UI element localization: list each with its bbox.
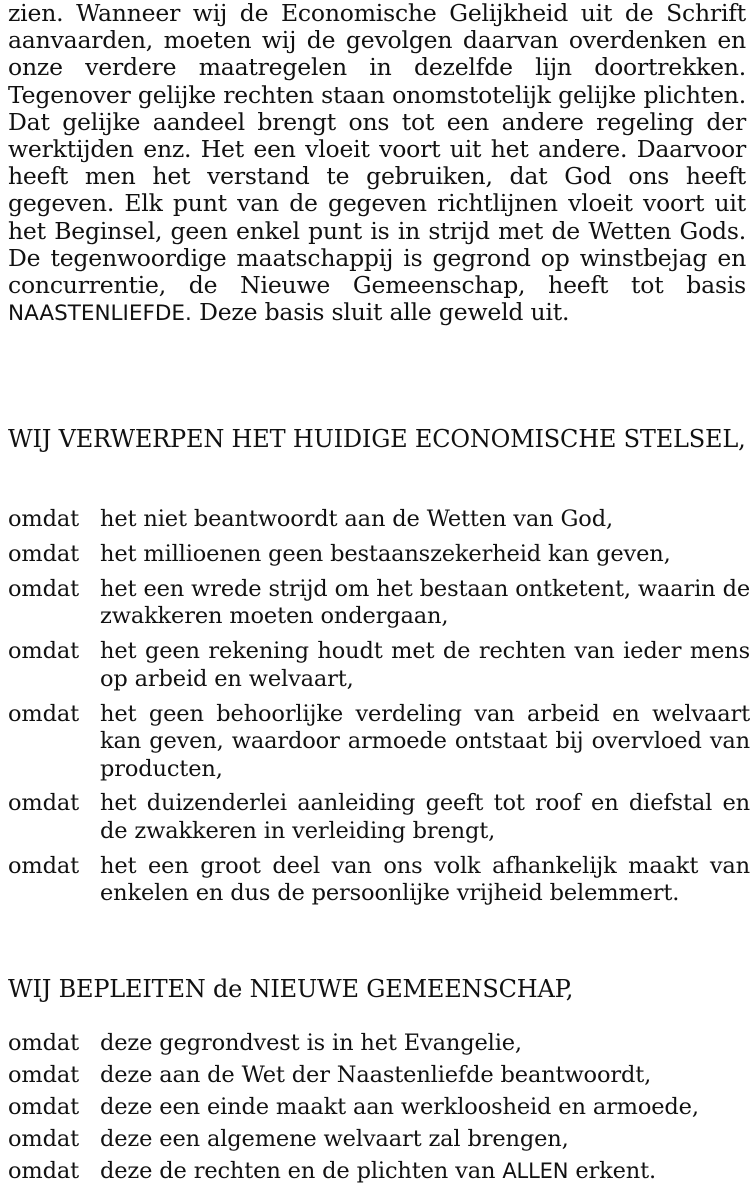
list-item (8, 853, 750, 908)
list-item-text: het geen rekening houdt met de rechten van ieder mens op arbeid en welvaart, (100, 638, 750, 692)
list-item-text: het duizenderlei aanleiding geeft tot roof en diefstal en de zwakkeren in verleiding brengt, (100, 790, 750, 844)
intro-text-before: zien. Wanneer wij de Economische Gelijkheid uit de Schrift aanvaarden, moeten wij de gevolgen daarvan overdenken en onze verdere maatregelen in dezelfde lijn doortrekken. Tegenover gelijke rechten staan onomstotelijk gelijke plichten. Dat gelijke aandeel brengt ons tot een andere regeling der werktijden enz. Het een vloeit voort uit het andere. Daarvoor heeft men het verstand te gebruiken, dat God ons heeft gegeven. Elk punt van de gegeven richtlijnen vloeit voort uit het Beginsel, geen enkel punt is in strijd met de Wetten Gods. De tegenwoordige maatschappij is gegrond op winstbejag en concurrentie, de Nieuwe Gemeenschap, heeft tot basis (8, 0, 746, 300)
list-item-text (100, 1158, 750, 1186)
list-item (8, 506, 750, 534)
list-item-text-before: deze de rechten en de plichten van (100, 1158, 503, 1185)
list-item (8, 701, 750, 784)
list-item (8, 541, 750, 569)
list-item-text: het niet beantwoordt aan de Wetten van God, (100, 506, 613, 532)
list-item (8, 1126, 750, 1154)
list-item-lead: omdat (8, 700, 79, 727)
list-item-lead: omdat (8, 540, 79, 567)
list-item-lead: omdat (8, 852, 79, 879)
list-item-lead: omdat (8, 575, 79, 602)
list-item (8, 1094, 750, 1122)
intro-paragraph (8, 0, 746, 327)
list-item-lead: omdat (8, 1094, 79, 1121)
section-heading-verwerpen: WIJ VERWERPEN HET HUIDIGE ECONOMISCHE STELSEL, (8, 425, 746, 453)
list-item-lead: omdat (8, 1062, 79, 1089)
list-item-text-after: erkent. (568, 1158, 656, 1185)
list-item-lead: omdat (8, 1030, 79, 1056)
intro-caps-word: NAASTENLIEFDE. (8, 301, 192, 327)
list-item (8, 638, 750, 693)
list-item (8, 576, 750, 631)
list-item-lead: omdat (8, 1158, 79, 1185)
list-item-lead: omdat (8, 1126, 79, 1153)
intro-text-after: Deze basis sluit alle geweld uit. (191, 298, 570, 327)
list-item (8, 1158, 750, 1186)
list-bepleiten (8, 1030, 750, 1190)
list-item (8, 1062, 750, 1090)
list-item-text: het millioenen geen bestaanszekerheid kan geven, (100, 540, 671, 567)
list-item-lead: omdat (8, 790, 79, 817)
section-heading-bepleiten: WIJ BEPLEITEN de NIEUWE GEMEENSCHAP, (8, 975, 574, 1003)
list-item-text: deze aan de Wet der Naastenliefde beantwoordt, (100, 1062, 652, 1089)
list-item-text: het een groot deel van ons volk afhankelijk maakt van enkelen en dus de persoonlijke vrijheid belemmert. (100, 852, 750, 907)
list-item-text: het een wrede strijd om het bestaan ontketent, waarin de zwakkeren moeten ondergaan, (100, 575, 750, 630)
list-item (8, 1030, 750, 1058)
list-item-text: deze een einde maakt aan werkloosheid en armoede, (100, 1094, 699, 1121)
list-verwerpen (8, 506, 750, 915)
list-item-lead: omdat (8, 506, 79, 532)
list-item (8, 790, 750, 845)
list-item-lead: omdat (8, 638, 79, 665)
list-item-text: het geen behoorlijke verdeling van arbeid en welvaart kan geven, waardoor armoede ontstaat bij overvloed van producten, (100, 700, 750, 782)
list-item-caps-word: ALLEN (502, 1159, 569, 1184)
list-item-text: deze gegrondvest is in het Evangelie, (100, 1030, 522, 1056)
list-item-text: deze een algemene welvaart zal brengen, (100, 1126, 569, 1153)
